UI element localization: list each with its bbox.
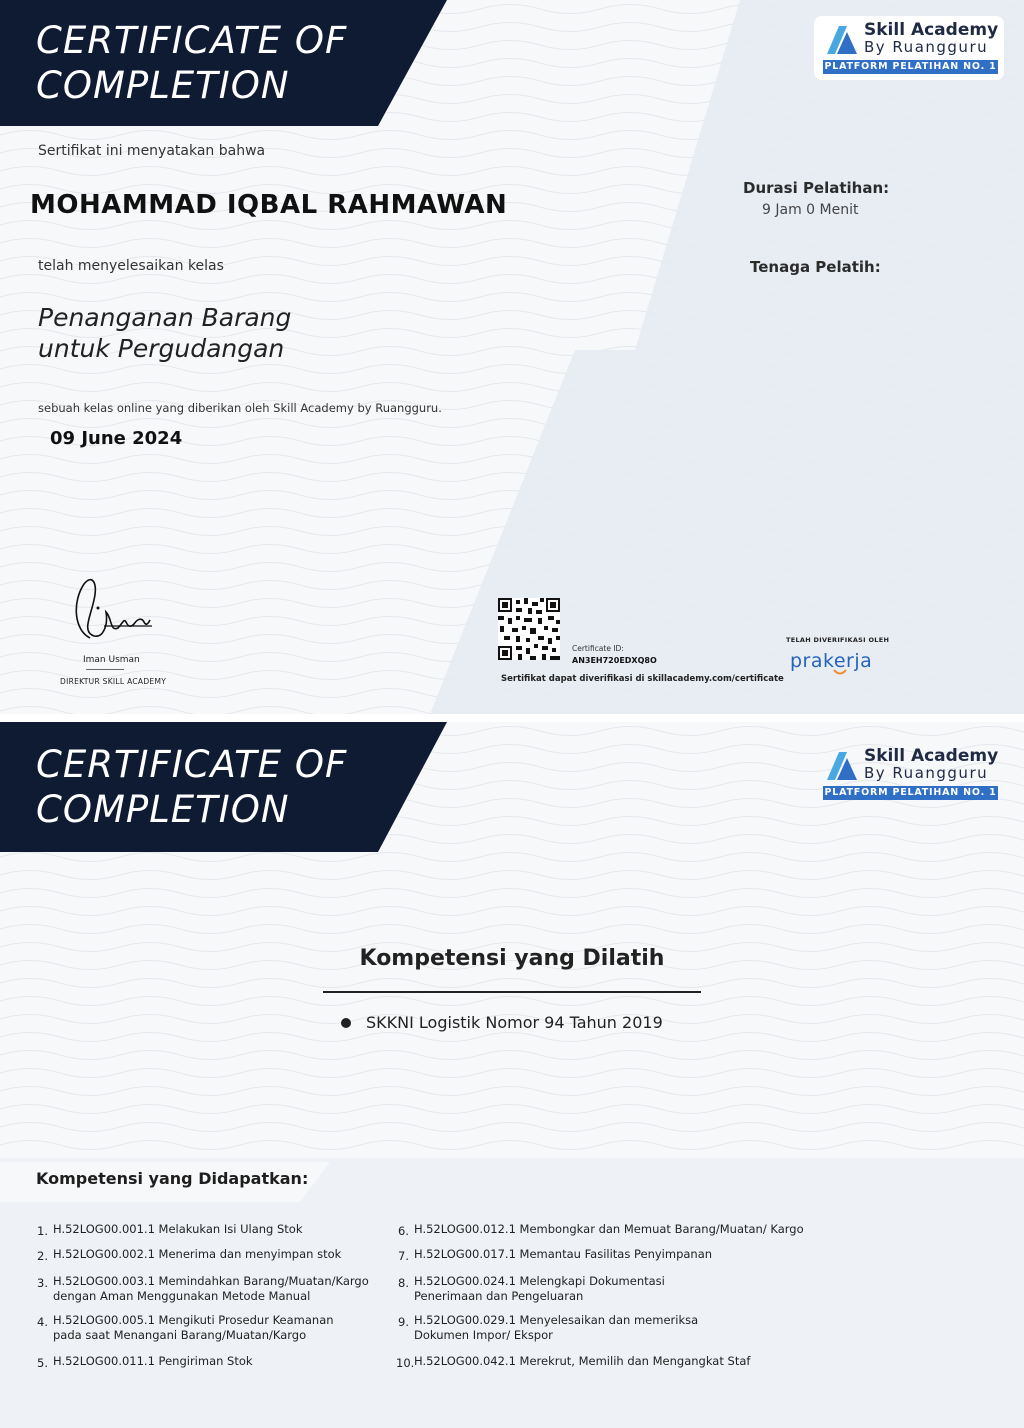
list-item-text: H.52LOG00.002.1 Menerima dan menyimpan stok [53,1247,342,1261]
prakerja-logo: prakerja [790,650,873,672]
course-title-line2: untuk Pergudangan [38,334,285,363]
trained-competency-item: SKKNI Logistik Nomor 94 Tahun 2019 [366,1013,663,1032]
list-item-number: 3. [37,1276,48,1290]
intro-text: Sertifikat ini menyatakan bahwa [38,143,266,159]
list-item-number: 6. [398,1224,409,1238]
skill-academy-logo [814,742,1004,806]
logo-tagline: PLATFORM PELATIHAN NO. 1 [824,787,997,798]
banner-title-line1: CERTIFICATE OF [36,743,348,786]
completed-text: telah menyelesaikan kelas [38,258,224,274]
logo-tagline: PLATFORM PELATIHAN NO. 1 [824,61,997,72]
title-banner [0,722,450,852]
course-title-line1: Penanganan Barang [38,303,292,332]
banner-title-line1: CERTIFICATE OF [36,19,348,62]
skill-academy-logo-icon [823,750,859,782]
list-item-text: H.52LOG00.003.1 Memindahkan Barang/Muatan/Kargo [53,1274,369,1288]
list-item-number: 2. [37,1249,48,1263]
list-item-number: 7. [398,1249,409,1263]
provided-by-text: sebuah kelas online yang diberikan oleh Skill Academy by Ruangguru. [38,401,442,415]
logo-title: Skill Academy [864,746,999,766]
list-item-text: H.52LOG00.017.1 Memantau Fasilitas Penyimpanan [414,1247,713,1261]
list-item-number: 10. [396,1356,415,1370]
signature-divider [86,669,124,670]
verified-by-label: TELAH DIVERIFIKASI OLEH [786,636,890,644]
signature-image [68,574,158,646]
logo-subtitle: By Ruangguru [864,38,989,56]
certificate-id-label: Certificate ID: [572,644,624,653]
logo-title: Skill Academy [864,20,999,40]
list-item-text: H.52LOG00.029.1 Menyelesaikan dan memeriksa [414,1313,699,1327]
list-item-text: H.52LOG00.001.1 Melakukan Isi Ulang Stok [53,1222,303,1236]
skill-academy-logo [814,16,1004,80]
trained-competency-title: Kompetensi yang Dilatih [359,946,665,971]
list-item-text: H.52LOG00.042.1 Merekrut, Memilih dan Mengangkat Staf [414,1354,751,1368]
trainer-label: Tenaga Pelatih: [750,258,881,276]
bullet-icon [341,1018,351,1028]
banner-title-line2: COMPLETION [36,788,290,831]
list-item-text: H.52LOG00.005.1 Mengikuti Prosedur Keamanan [53,1313,334,1327]
duration-value: 9 Jam 0 Menit [762,202,859,218]
list-item-text-line2: Dokumen Impor/ Ekspor [414,1328,553,1342]
list-item-text: H.52LOG00.012.1 Membongkar dan Memuat Barang/Muatan/ Kargo [414,1222,804,1236]
list-item-number: 9. [398,1315,409,1329]
list-item-number: 1. [37,1224,48,1238]
list-item-number: 4. [37,1315,48,1329]
verify-text: Sertifikat dapat diverifikasi di skillacademy.com/certificate [501,674,784,684]
list-item-text: H.52LOG00.011.1 Pengiriman Stok [53,1354,253,1368]
list-item-number: 5. [37,1356,48,1370]
logo-subtitle: By Ruangguru [864,764,989,782]
skill-academy-logo-icon [823,24,859,56]
title-underline [323,991,701,993]
duration-label: Durasi Pelatihan: [743,179,890,197]
prakerja-smile-icon [832,668,848,676]
list-item-text: H.52LOG00.024.1 Melengkapi Dokumentasi [414,1274,665,1288]
list-item-text-line2: dengan Aman Menggunakan Metode Manual [53,1289,311,1303]
qr-code [498,598,560,660]
banner-title-line2: COMPLETION [36,64,290,107]
competency-page [0,722,1024,1428]
signer-title: DIREKTUR SKILL ACADEMY [60,677,167,686]
signer-name: Iman Usman [83,655,140,665]
list-item-number: 8. [398,1276,409,1290]
list-item-text-line2: Penerimaan dan Pengeluaran [414,1289,584,1303]
list-item-text-line2: pada saat Menangani Barang/Muatan/Kargo [53,1328,307,1342]
certificate-id: AN3EH720EDXQ8O [572,656,657,665]
recipient-name: MOHAMMAD IQBAL RAHMAWAN [30,190,508,220]
completion-date: 09 June 2024 [50,428,183,449]
obtained-competency-title: Kompetensi yang Didapatkan: [36,1169,309,1188]
